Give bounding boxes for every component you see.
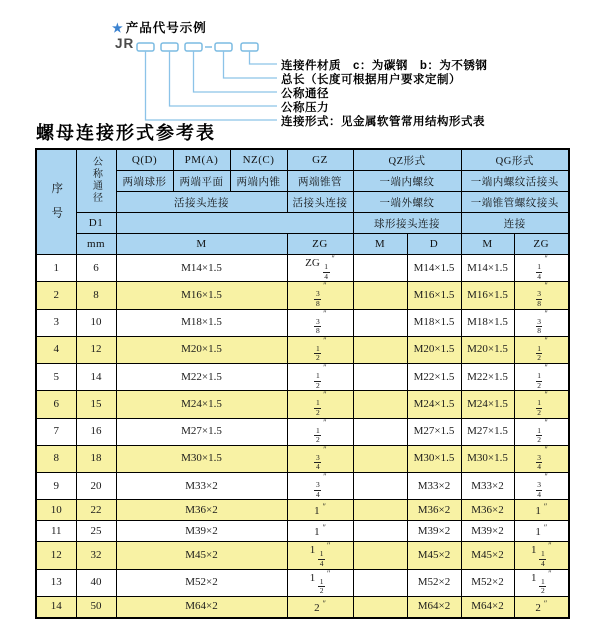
code-prefix: JR xyxy=(115,36,135,51)
inch-mark: ″ xyxy=(323,418,327,427)
nominal-diameter-label: 公称通径 xyxy=(90,155,102,204)
cell-thread-m: M30×1.5 xyxy=(116,445,287,472)
fraction: $\frac{3}{8}$ xyxy=(537,316,541,336)
cell-qz-d: M64×2 xyxy=(407,596,461,618)
cell-thread-m: M64×2 xyxy=(116,596,287,618)
cell-qz-m xyxy=(353,418,407,445)
desc-q: 两端球形 xyxy=(116,171,173,192)
leader-line-diameter xyxy=(194,51,278,92)
fraction: $\frac{1}{2}$ xyxy=(537,371,541,390)
inch-mark: ″ xyxy=(323,390,327,400)
table-row xyxy=(36,596,569,618)
cell-qg-m: M16×1.5 xyxy=(461,282,514,309)
fraction: $\frac{3}{4}$ xyxy=(315,452,320,472)
cell-dn-mm: 12 xyxy=(76,336,116,363)
cell-qg-m: M33×2 xyxy=(461,473,514,500)
cell-gz-zg xyxy=(287,336,353,363)
code-box-1 xyxy=(137,43,154,51)
cell-qz-d: M16×1.5 xyxy=(407,282,461,309)
cell-serial: 14 xyxy=(36,596,76,618)
table-row xyxy=(36,500,569,521)
cell-gz-zg xyxy=(287,542,353,569)
cell-serial: 7 xyxy=(36,418,76,445)
cell-gz-zg xyxy=(287,364,353,391)
cell-qz-d: M24×1.5 xyxy=(407,391,461,418)
inch-mark: ″ xyxy=(322,598,326,608)
fraction: $\frac{1}{2}$ xyxy=(540,576,545,596)
cell-qz-m xyxy=(353,255,407,282)
desc-pm: 两端平面 xyxy=(173,171,230,192)
table-row xyxy=(36,282,569,309)
unit-qg-m: M xyxy=(461,234,514,255)
inch-mark: ″ xyxy=(544,390,548,400)
cell-qg-m: M30×1.5 xyxy=(461,445,514,472)
unit-qz-d: D xyxy=(407,234,461,255)
inch-mark: ″ xyxy=(548,541,552,551)
diagram-title-text: 产品代号示例 xyxy=(125,21,207,35)
cell-qg-zg xyxy=(514,364,569,391)
cell-serial: 5 xyxy=(36,364,76,391)
col-header-nz: NZ(C) xyxy=(230,149,287,171)
cell-qz-m xyxy=(353,596,407,618)
inch-mark: ″ xyxy=(544,281,548,291)
cell-qg-m: M36×2 xyxy=(461,500,514,521)
fraction: $\frac{1}{4}$ xyxy=(537,262,541,281)
table-row xyxy=(36,255,569,282)
cell-qg-zg xyxy=(514,418,569,445)
col-header-nominal-diameter xyxy=(76,149,116,213)
cell-qg-m: M24×1.5 xyxy=(461,391,514,418)
leader-line-connection xyxy=(146,51,278,120)
cell-gz-zg xyxy=(287,391,353,418)
inch-mark: ″ xyxy=(322,523,326,533)
inch-mark: ″ xyxy=(323,472,327,481)
product-code-diagram xyxy=(0,0,600,132)
header-row-2 xyxy=(36,171,569,192)
cell-qz-d: M27×1.5 xyxy=(407,418,461,445)
fraction: $\frac{1}{2}$ xyxy=(315,343,320,363)
cell-dn-mm: 25 xyxy=(76,521,116,542)
table-row xyxy=(36,473,569,500)
cell-qz-d: M14×1.5 xyxy=(407,255,461,282)
inch-mark: ″ xyxy=(323,336,327,345)
inch-mark: ″ xyxy=(544,418,548,427)
col-header-qz: QZ形式 xyxy=(353,149,461,171)
cell-qg-m: M22×1.5 xyxy=(461,364,514,391)
cell-qz-d: M33×2 xyxy=(407,473,461,500)
cell-qg-zg xyxy=(514,445,569,472)
cell-qz-d: M30×1.5 xyxy=(407,445,461,472)
fraction: $\frac{1}{2}$ xyxy=(319,576,324,596)
cell-qz-d: M22×1.5 xyxy=(407,364,461,391)
cell-serial: 13 xyxy=(36,569,76,596)
diagram-heading xyxy=(112,18,207,36)
cell-thread-m: M39×2 xyxy=(116,521,287,542)
col-header-pm: PM(A) xyxy=(173,149,230,171)
cell-qg-m: M18×1.5 xyxy=(461,309,514,336)
d1-label: D1 xyxy=(76,213,116,234)
cell-qz-m xyxy=(353,309,407,336)
nut-connection-reference-table xyxy=(35,148,570,619)
cell-qz-m xyxy=(353,569,407,596)
desc-qg-connection: 连接 xyxy=(461,213,569,234)
fraction: $\frac{3}{4}$ xyxy=(537,452,541,472)
cell-gz-zg xyxy=(287,521,353,542)
cell-dn-mm: 14 xyxy=(76,364,116,391)
desc-qz-outer-thread: 一端外螺纹 xyxy=(353,192,461,213)
value-text: 2 xyxy=(314,601,320,614)
code-label-diameter: 公称通径 xyxy=(281,88,329,100)
cell-qg-m: M14×1.5 xyxy=(461,255,514,282)
table-body xyxy=(36,255,569,618)
cell-dn-mm: 8 xyxy=(76,282,116,309)
cell-serial: 6 xyxy=(36,391,76,418)
cell-qz-m xyxy=(353,473,407,500)
cell-qz-d: M18×1.5 xyxy=(407,309,461,336)
cell-qg-zg xyxy=(514,336,569,363)
unit-m: M xyxy=(116,234,287,255)
value-text: 1 xyxy=(535,526,541,539)
table-title: 螺母连接形式参考表 xyxy=(36,123,216,144)
code-box-5 xyxy=(241,43,258,51)
value-text: ZG xyxy=(305,257,320,269)
code-label-connection: 连接形式：见金属软管常用结构形式表 xyxy=(281,116,485,128)
cell-dn-mm: 10 xyxy=(76,309,116,336)
inch-mark: ″ xyxy=(323,363,327,372)
fraction: $\frac{3}{8}$ xyxy=(315,316,320,336)
cell-thread-m: M45×2 xyxy=(116,542,287,569)
cell-serial: 11 xyxy=(36,521,76,542)
col-header-qg: QG形式 xyxy=(461,149,569,171)
value-text: 1 xyxy=(314,526,320,539)
inch-mark: ″ xyxy=(544,309,548,318)
cell-qz-d: M45×2 xyxy=(407,542,461,569)
header-row-4 xyxy=(36,213,569,234)
inch-mark: ″ xyxy=(543,502,548,512)
value-text: 1 xyxy=(530,544,537,557)
cell-gz-zg xyxy=(287,473,353,500)
cell-qg-zg xyxy=(514,309,569,336)
fraction: $\frac{1}{2}$ xyxy=(537,425,541,445)
table-row xyxy=(36,391,569,418)
cell-gz-zg xyxy=(287,255,353,282)
cell-gz-zg xyxy=(287,500,353,521)
cell-gz-zg xyxy=(287,569,353,596)
code-label-length: 总长（长度可根据用户要求定制） xyxy=(281,74,461,86)
fraction: $\frac{1}{2}$ xyxy=(537,343,541,363)
cell-qg-zg xyxy=(514,255,569,282)
cell-qg-m: M64×2 xyxy=(461,596,514,618)
inch-mark: ″ xyxy=(323,445,327,454)
union-connection-gz: 活接头连接 xyxy=(287,192,353,213)
cell-qz-m xyxy=(353,542,407,569)
cell-thread-m: M14×1.5 xyxy=(116,255,287,282)
table-header xyxy=(36,149,569,255)
fraction: $\frac{3}{4}$ xyxy=(537,480,541,499)
table-row xyxy=(36,336,569,363)
table-row xyxy=(36,445,569,472)
header-row-5 xyxy=(36,234,569,255)
cell-qz-m xyxy=(353,500,407,521)
cell-qg-zg xyxy=(514,569,569,596)
value-text: 1 xyxy=(309,571,316,584)
desc-qz-inner-thread: 一端内螺纹 xyxy=(353,171,461,192)
value-text: 1 xyxy=(309,544,316,557)
desc-qg-inner-thread-union: 一端内螺纹活接头 xyxy=(461,171,569,192)
cell-dn-mm: 40 xyxy=(76,569,116,596)
cell-qg-zg xyxy=(514,473,569,500)
cell-dn-mm: 22 xyxy=(76,500,116,521)
leader-line-material xyxy=(250,51,278,64)
fraction: $\frac{1}{2}$ xyxy=(537,398,541,417)
cell-thread-m: M20×1.5 xyxy=(116,336,287,363)
cell-dn-mm: 15 xyxy=(76,391,116,418)
fraction: $\frac{3}{8}$ xyxy=(315,289,320,308)
cell-gz-zg xyxy=(287,445,353,472)
empty-header-cell xyxy=(116,213,353,234)
unit-qz-m: M xyxy=(353,234,407,255)
cell-dn-mm: 32 xyxy=(76,542,116,569)
union-connection-left: 活接头连接 xyxy=(116,192,287,213)
fraction: $\frac{3}{8}$ xyxy=(537,289,541,308)
inch-mark: ″ xyxy=(544,472,548,481)
table-row xyxy=(36,309,569,336)
desc-nz: 两端内锥 xyxy=(230,171,287,192)
table-row xyxy=(36,521,569,542)
cell-serial: 9 xyxy=(36,473,76,500)
serial-label: 序号 xyxy=(50,182,63,231)
header-row-1 xyxy=(36,149,569,171)
inch-mark: ″ xyxy=(331,254,335,263)
fraction: $\frac{1}{2}$ xyxy=(315,371,320,390)
desc-gz: 两端锥管 xyxy=(287,171,353,192)
cell-gz-zg xyxy=(287,309,353,336)
inch-mark: ″ xyxy=(543,598,548,608)
cell-qg-m: M27×1.5 xyxy=(461,418,514,445)
fraction: $\frac{1}{2}$ xyxy=(315,398,320,417)
cell-qz-m xyxy=(353,282,407,309)
code-label-pressure: 公称压力 xyxy=(281,102,329,114)
fraction: $\frac{1}{4}$ xyxy=(319,549,324,568)
star-icon: ★ xyxy=(112,21,124,35)
cell-qg-zg xyxy=(514,521,569,542)
cell-qg-zg xyxy=(514,391,569,418)
cell-thread-m: M27×1.5 xyxy=(116,418,287,445)
inch-mark: ″ xyxy=(323,309,327,318)
unit-qg-zg: ZG xyxy=(514,234,569,255)
inch-mark: ″ xyxy=(544,445,548,454)
cell-qg-zg xyxy=(514,596,569,618)
inch-mark: ″ xyxy=(548,569,552,578)
desc-qg-taper-thread: 一端锥管螺纹接头 xyxy=(461,192,569,213)
table-row xyxy=(36,418,569,445)
value-text: 1 xyxy=(530,571,537,584)
cell-gz-zg xyxy=(287,418,353,445)
cell-qz-m xyxy=(353,364,407,391)
col-header-gz: GZ xyxy=(287,149,353,171)
cell-qz-m xyxy=(353,521,407,542)
desc-qz-ball-joint: 球形接头连接 xyxy=(353,213,461,234)
cell-thread-m: M33×2 xyxy=(116,473,287,500)
table-row xyxy=(36,364,569,391)
cell-qz-m xyxy=(353,391,407,418)
cell-qz-d: M20×1.5 xyxy=(407,336,461,363)
cell-gz-zg xyxy=(287,596,353,618)
cell-qz-m xyxy=(353,336,407,363)
cell-qg-zg xyxy=(514,542,569,569)
cell-serial: 4 xyxy=(36,336,76,363)
cell-thread-m: M24×1.5 xyxy=(116,391,287,418)
cell-thread-m: M16×1.5 xyxy=(116,282,287,309)
inch-mark: ″ xyxy=(543,523,548,533)
cell-qg-m: M20×1.5 xyxy=(461,336,514,363)
table-row xyxy=(36,542,569,569)
value-text: 2 xyxy=(535,601,541,614)
cell-qz-d: M36×2 xyxy=(407,500,461,521)
value-text: 1 xyxy=(314,505,320,518)
cell-dn-mm: 18 xyxy=(76,445,116,472)
header-row-3 xyxy=(36,192,569,213)
cell-qz-d: M52×2 xyxy=(407,569,461,596)
cell-thread-m: M22×1.5 xyxy=(116,364,287,391)
fraction: $\frac{1}{4}$ xyxy=(540,549,545,568)
fraction: $\frac{1}{4}$ xyxy=(324,262,329,281)
cell-qg-zg xyxy=(514,282,569,309)
cell-qz-m xyxy=(353,445,407,472)
cell-dn-mm: 20 xyxy=(76,473,116,500)
cell-serial: 2 xyxy=(36,282,76,309)
cell-serial: 1 xyxy=(36,255,76,282)
fraction: $\frac{3}{4}$ xyxy=(315,480,320,499)
cell-qg-m: M39×2 xyxy=(461,521,514,542)
cell-dn-mm: 6 xyxy=(76,255,116,282)
cell-thread-m: M18×1.5 xyxy=(116,309,287,336)
inch-mark: ″ xyxy=(544,363,548,372)
cell-gz-zg xyxy=(287,282,353,309)
code-box-4 xyxy=(215,43,232,51)
inch-mark: ″ xyxy=(544,336,548,345)
inch-mark: ″ xyxy=(323,281,327,291)
cell-dn-mm: 50 xyxy=(76,596,116,618)
cell-serial: 8 xyxy=(36,445,76,472)
inch-mark: ″ xyxy=(544,254,548,263)
col-header-q: Q(D) xyxy=(116,149,173,171)
cell-serial: 12 xyxy=(36,542,76,569)
cell-qg-zg xyxy=(514,500,569,521)
cell-serial: 3 xyxy=(36,309,76,336)
fraction: $\frac{1}{2}$ xyxy=(315,425,320,445)
cell-serial: 10 xyxy=(36,500,76,521)
table-row xyxy=(36,569,569,596)
inch-mark: ″ xyxy=(322,502,326,512)
cell-qg-m: M45×2 xyxy=(461,542,514,569)
value-text: 1 xyxy=(535,505,541,518)
code-label-material: 连接件材质 c：为碳钢 b：为不锈钢 xyxy=(281,60,488,72)
inch-mark: ″ xyxy=(326,541,331,551)
inch-mark: ″ xyxy=(326,569,331,578)
cell-thread-m: M36×2 xyxy=(116,500,287,521)
code-box-3 xyxy=(185,43,202,51)
cell-qg-m: M52×2 xyxy=(461,569,514,596)
cell-qz-d: M39×2 xyxy=(407,521,461,542)
code-box-2 xyxy=(161,43,178,51)
cell-thread-m: M52×2 xyxy=(116,569,287,596)
mm-label: mm xyxy=(76,234,116,255)
unit-zg: ZG xyxy=(287,234,353,255)
cell-dn-mm: 16 xyxy=(76,418,116,445)
col-header-serial xyxy=(36,149,76,255)
